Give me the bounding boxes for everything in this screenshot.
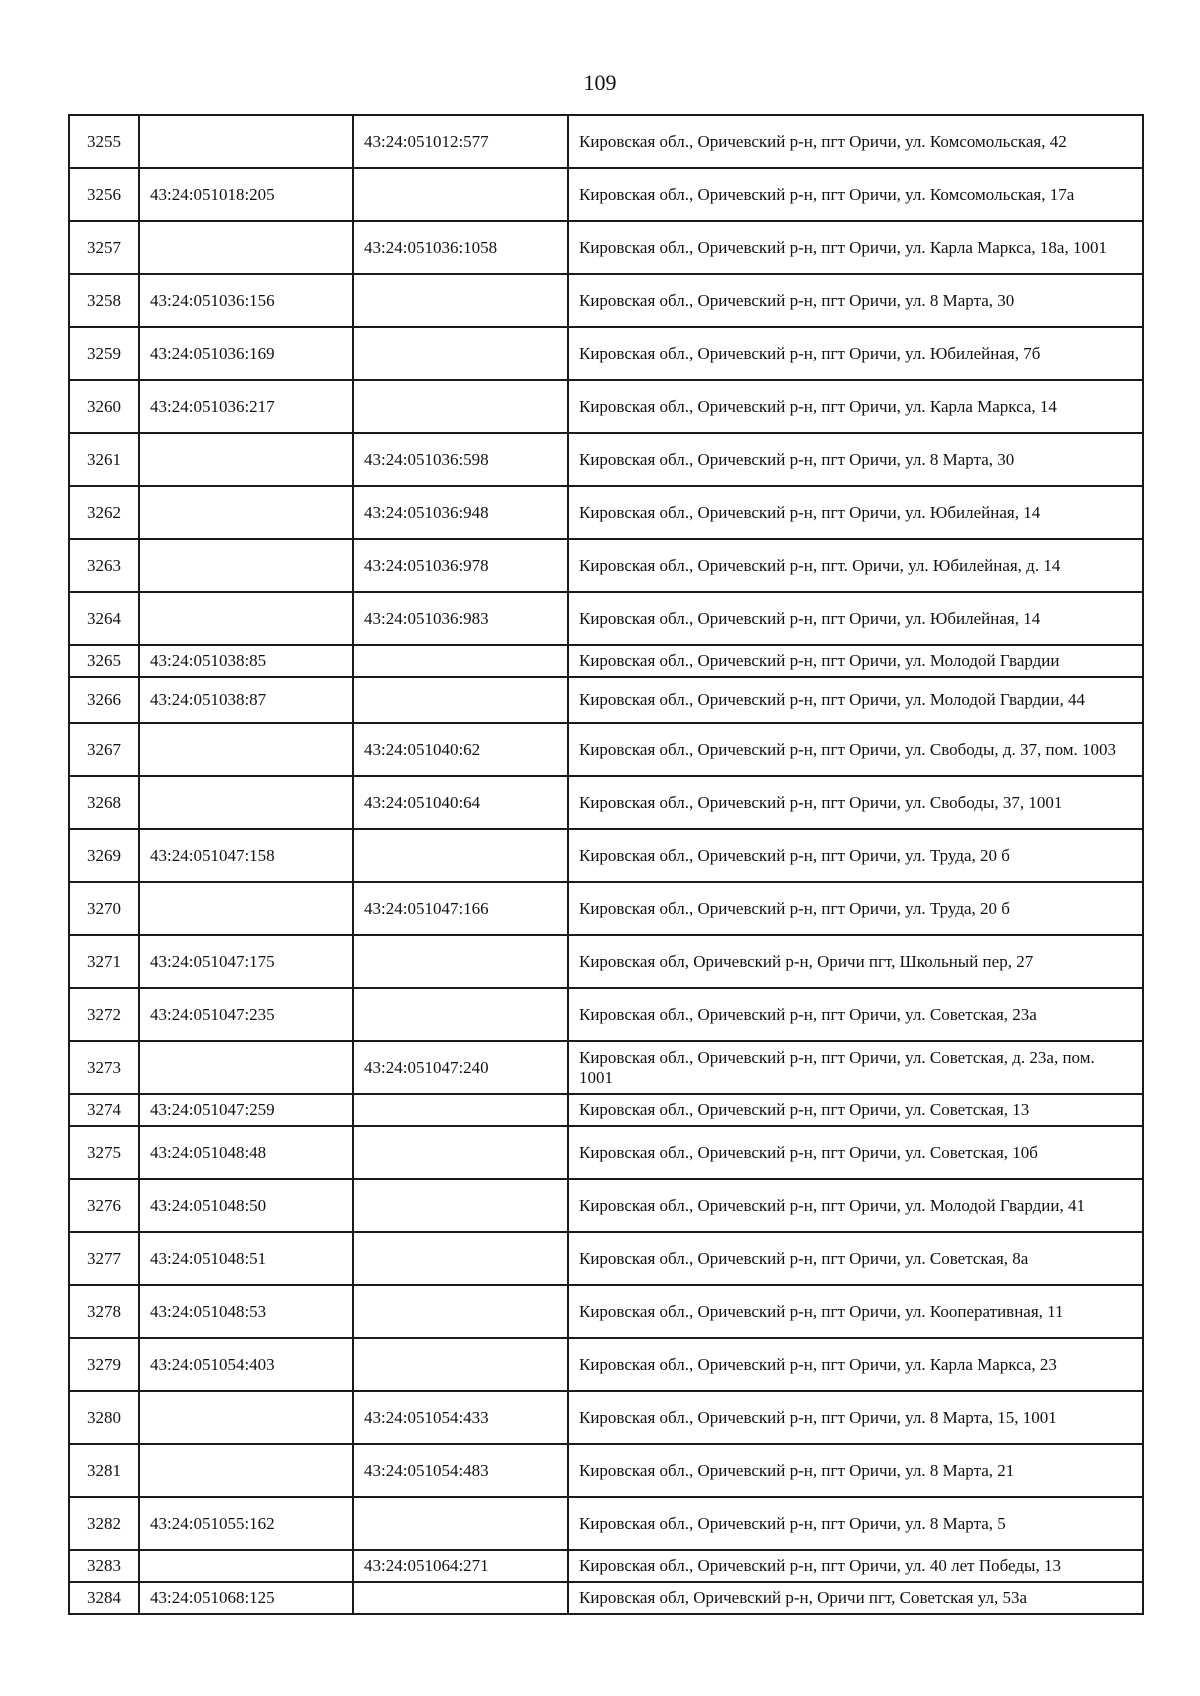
address-cell: Кировская обл., Оричевский р-н, пгт Оричи, ул. Советская, 8а bbox=[568, 1232, 1143, 1285]
object-cadastral-number-cell: 43:24:051064:271 bbox=[353, 1550, 568, 1582]
row-number-cell: 3279 bbox=[69, 1338, 139, 1391]
table-row bbox=[69, 1444, 1143, 1497]
row-number-cell: 3262 bbox=[69, 486, 139, 539]
table-row bbox=[69, 1126, 1143, 1179]
address-cell: Кировская обл., Оричевский р-н, пгт Оричи, ул. Свободы, д. 37, пом. 1003 bbox=[568, 723, 1143, 776]
land-cadastral-number-cell bbox=[139, 221, 353, 274]
address-cell: Кировская обл., Оричевский р-н, пгт Оричи, ул. Юбилейная, 14 bbox=[568, 592, 1143, 645]
land-cadastral-number-cell bbox=[139, 539, 353, 592]
address-cell: Кировская обл., Оричевский р-н, пгт Оричи, ул. Карла Маркса, 23 bbox=[568, 1338, 1143, 1391]
table-row bbox=[69, 1338, 1143, 1391]
object-cadastral-number-cell bbox=[353, 1497, 568, 1550]
address-cell: Кировская обл., Оричевский р-н, пгт Оричи, ул. Молодой Гвардии, 44 bbox=[568, 677, 1143, 723]
land-cadastral-number-cell bbox=[139, 882, 353, 935]
address-cell: Кировская обл., Оричевский р-н, пгт Оричи, ул. 8 Марта, 5 bbox=[568, 1497, 1143, 1550]
object-cadastral-number-cell bbox=[353, 168, 568, 221]
table-row bbox=[69, 327, 1143, 380]
table-row bbox=[69, 1582, 1143, 1614]
object-cadastral-number-cell bbox=[353, 1232, 568, 1285]
row-number-cell: 3283 bbox=[69, 1550, 139, 1582]
address-cell: Кировская обл., Оричевский р-н, пгт Оричи, ул. 8 Марта, 30 bbox=[568, 433, 1143, 486]
land-cadastral-number-cell: 43:24:051018:205 bbox=[139, 168, 353, 221]
address-cell: Кировская обл., Оричевский р-н, пгт Оричи, ул. Карла Маркса, 14 bbox=[568, 380, 1143, 433]
table-row bbox=[69, 829, 1143, 882]
address-cell: Кировская обл., Оричевский р-н, пгт Оричи, ул. Советская, 10б bbox=[568, 1126, 1143, 1179]
object-cadastral-number-cell bbox=[353, 1094, 568, 1126]
table-row bbox=[69, 274, 1143, 327]
land-cadastral-number-cell: 43:24:051047:259 bbox=[139, 1094, 353, 1126]
land-cadastral-number-cell: 43:24:051036:217 bbox=[139, 380, 353, 433]
table-row bbox=[69, 221, 1143, 274]
land-cadastral-number-cell bbox=[139, 433, 353, 486]
object-cadastral-number-cell bbox=[353, 274, 568, 327]
address-cell: Кировская обл., Оричевский р-н, пгт Оричи, ул. 8 Марта, 30 bbox=[568, 274, 1143, 327]
object-cadastral-number-cell: 43:24:051054:433 bbox=[353, 1391, 568, 1444]
object-cadastral-number-cell bbox=[353, 380, 568, 433]
object-cadastral-number-cell: 43:24:051036:598 bbox=[353, 433, 568, 486]
object-cadastral-number-cell bbox=[353, 1338, 568, 1391]
land-cadastral-number-cell: 43:24:051048:50 bbox=[139, 1179, 353, 1232]
address-cell: Кировская обл, Оричевский р-н, Оричи пгт, Школьный пер, 27 bbox=[568, 935, 1143, 988]
land-cadastral-number-cell: 43:24:051038:87 bbox=[139, 677, 353, 723]
land-cadastral-number-cell: 43:24:051054:403 bbox=[139, 1338, 353, 1391]
object-cadastral-number-cell: 43:24:051036:983 bbox=[353, 592, 568, 645]
land-cadastral-number-cell bbox=[139, 115, 353, 168]
object-cadastral-number-cell bbox=[353, 829, 568, 882]
row-number-cell: 3268 bbox=[69, 776, 139, 829]
land-cadastral-number-cell: 43:24:051048:51 bbox=[139, 1232, 353, 1285]
object-cadastral-number-cell bbox=[353, 327, 568, 380]
land-cadastral-number-cell bbox=[139, 1041, 353, 1094]
address-cell: Кировская обл., Оричевский р-н, пгт Оричи, ул. 8 Марта, 15, 1001 bbox=[568, 1391, 1143, 1444]
object-cadastral-number-cell: 43:24:051036:1058 bbox=[353, 221, 568, 274]
row-number-cell: 3272 bbox=[69, 988, 139, 1041]
row-number-cell: 3265 bbox=[69, 645, 139, 677]
land-cadastral-number-cell: 43:24:051047:175 bbox=[139, 935, 353, 988]
table-row bbox=[69, 1391, 1143, 1444]
address-cell: Кировская обл., Оричевский р-н, пгт Оричи, ул. Молодой Гвардии, 41 bbox=[568, 1179, 1143, 1232]
table-row bbox=[69, 776, 1143, 829]
object-cadastral-number-cell bbox=[353, 1126, 568, 1179]
object-cadastral-number-cell bbox=[353, 935, 568, 988]
object-cadastral-number-cell: 43:24:051012:577 bbox=[353, 115, 568, 168]
address-cell: Кировская обл., Оричевский р-н, пгт Оричи, ул. Карла Маркса, 18а, 1001 bbox=[568, 221, 1143, 274]
land-cadastral-number-cell bbox=[139, 1444, 353, 1497]
table-row bbox=[69, 1550, 1143, 1582]
table-row bbox=[69, 1094, 1143, 1126]
table-row bbox=[69, 935, 1143, 988]
object-cadastral-number-cell bbox=[353, 645, 568, 677]
address-cell: Кировская обл, Оричевский р-н, Оричи пгт, Советская ул, 53а bbox=[568, 1582, 1143, 1614]
table-row bbox=[69, 1041, 1143, 1094]
row-number-cell: 3266 bbox=[69, 677, 139, 723]
row-number-cell: 3261 bbox=[69, 433, 139, 486]
row-number-cell: 3276 bbox=[69, 1179, 139, 1232]
object-cadastral-number-cell: 43:24:051047:166 bbox=[353, 882, 568, 935]
land-cadastral-number-cell: 43:24:051048:53 bbox=[139, 1285, 353, 1338]
page-number: 109 bbox=[583, 70, 617, 95]
object-cadastral-number-cell: 43:24:051047:240 bbox=[353, 1041, 568, 1094]
address-cell: Кировская обл., Оричевский р-н, пгт Оричи, ул. Юбилейная, 14 bbox=[568, 486, 1143, 539]
address-cell: Кировская обл., Оричевский р-н, пгт Оричи, ул. Свободы, 37, 1001 bbox=[568, 776, 1143, 829]
object-cadastral-number-cell bbox=[353, 1285, 568, 1338]
row-number-cell: 3271 bbox=[69, 935, 139, 988]
registry-table-body bbox=[69, 115, 1143, 1614]
table-row bbox=[69, 1179, 1143, 1232]
registry-table bbox=[68, 114, 1144, 1615]
address-cell: Кировская обл., Оричевский р-н, пгт. Оричи, ул. Юбилейная, д. 14 bbox=[568, 539, 1143, 592]
table-row bbox=[69, 645, 1143, 677]
table-row bbox=[69, 592, 1143, 645]
row-number-cell: 3273 bbox=[69, 1041, 139, 1094]
row-number-cell: 3277 bbox=[69, 1232, 139, 1285]
row-number-cell: 3257 bbox=[69, 221, 139, 274]
table-row bbox=[69, 115, 1143, 168]
land-cadastral-number-cell bbox=[139, 1391, 353, 1444]
table-row bbox=[69, 168, 1143, 221]
row-number-cell: 3264 bbox=[69, 592, 139, 645]
table-row bbox=[69, 486, 1143, 539]
object-cadastral-number-cell: 43:24:051040:62 bbox=[353, 723, 568, 776]
address-cell: Кировская обл., Оричевский р-н, пгт Оричи, ул. Советская, д. 23а, пом. 1001 bbox=[568, 1041, 1143, 1094]
object-cadastral-number-cell bbox=[353, 1179, 568, 1232]
table-row bbox=[69, 1232, 1143, 1285]
object-cadastral-number-cell: 43:24:051040:64 bbox=[353, 776, 568, 829]
address-cell: Кировская обл., Оричевский р-н, пгт Оричи, ул. Молодой Гвардии bbox=[568, 645, 1143, 677]
row-number-cell: 3267 bbox=[69, 723, 139, 776]
address-cell: Кировская обл., Оричевский р-н, пгт Оричи, ул. Советская, 23а bbox=[568, 988, 1143, 1041]
land-cadastral-number-cell: 43:24:051048:48 bbox=[139, 1126, 353, 1179]
land-cadastral-number-cell bbox=[139, 592, 353, 645]
address-cell: Кировская обл., Оричевский р-н, пгт Оричи, ул. 8 Марта, 21 bbox=[568, 1444, 1143, 1497]
land-cadastral-number-cell: 43:24:051047:158 bbox=[139, 829, 353, 882]
land-cadastral-number-cell: 43:24:051036:156 bbox=[139, 274, 353, 327]
table-row bbox=[69, 677, 1143, 723]
row-number-cell: 3274 bbox=[69, 1094, 139, 1126]
row-number-cell: 3255 bbox=[69, 115, 139, 168]
object-cadastral-number-cell bbox=[353, 988, 568, 1041]
row-number-cell: 3281 bbox=[69, 1444, 139, 1497]
object-cadastral-number-cell: 43:24:051036:948 bbox=[353, 486, 568, 539]
land-cadastral-number-cell: 43:24:051055:162 bbox=[139, 1497, 353, 1550]
table-row bbox=[69, 723, 1143, 776]
address-cell: Кировская обл., Оричевский р-н, пгт Оричи, ул. Юбилейная, 7б bbox=[568, 327, 1143, 380]
address-cell: Кировская обл., Оричевский р-н, пгт Оричи, ул. Труда, 20 б bbox=[568, 829, 1143, 882]
row-number-cell: 3256 bbox=[69, 168, 139, 221]
row-number-cell: 3284 bbox=[69, 1582, 139, 1614]
row-number-cell: 3260 bbox=[69, 380, 139, 433]
land-cadastral-number-cell bbox=[139, 486, 353, 539]
row-number-cell: 3259 bbox=[69, 327, 139, 380]
land-cadastral-number-cell bbox=[139, 1550, 353, 1582]
address-cell: Кировская обл., Оричевский р-н, пгт Оричи, ул. Комсомольская, 17а bbox=[568, 168, 1143, 221]
land-cadastral-number-cell: 43:24:051047:235 bbox=[139, 988, 353, 1041]
table-row bbox=[69, 882, 1143, 935]
object-cadastral-number-cell bbox=[353, 1582, 568, 1614]
address-cell: Кировская обл., Оричевский р-н, пгт Оричи, ул. Советская, 13 bbox=[568, 1094, 1143, 1126]
row-number-cell: 3263 bbox=[69, 539, 139, 592]
object-cadastral-number-cell: 43:24:051054:483 bbox=[353, 1444, 568, 1497]
land-cadastral-number-cell: 43:24:051038:85 bbox=[139, 645, 353, 677]
table-row bbox=[69, 539, 1143, 592]
address-cell: Кировская обл., Оричевский р-н, пгт Оричи, ул. Комсомольская, 42 bbox=[568, 115, 1143, 168]
address-cell: Кировская обл., Оричевский р-н, пгт Оричи, ул. Кооперативная, 11 bbox=[568, 1285, 1143, 1338]
table-row bbox=[69, 433, 1143, 486]
row-number-cell: 3278 bbox=[69, 1285, 139, 1338]
row-number-cell: 3258 bbox=[69, 274, 139, 327]
row-number-cell: 3269 bbox=[69, 829, 139, 882]
object-cadastral-number-cell: 43:24:051036:978 bbox=[353, 539, 568, 592]
object-cadastral-number-cell bbox=[353, 677, 568, 723]
address-cell: Кировская обл., Оричевский р-н, пгт Оричи, ул. Труда, 20 б bbox=[568, 882, 1143, 935]
table-row bbox=[69, 380, 1143, 433]
land-cadastral-number-cell bbox=[139, 723, 353, 776]
land-cadastral-number-cell: 43:24:051068:125 bbox=[139, 1582, 353, 1614]
land-cadastral-number-cell: 43:24:051036:169 bbox=[139, 327, 353, 380]
table-row bbox=[69, 1285, 1143, 1338]
row-number-cell: 3275 bbox=[69, 1126, 139, 1179]
address-cell: Кировская обл., Оричевский р-н, пгт Оричи, ул. 40 лет Победы, 13 bbox=[568, 1550, 1143, 1582]
row-number-cell: 3280 bbox=[69, 1391, 139, 1444]
row-number-cell: 3270 bbox=[69, 882, 139, 935]
table-row bbox=[69, 988, 1143, 1041]
table-row bbox=[69, 1497, 1143, 1550]
row-number-cell: 3282 bbox=[69, 1497, 139, 1550]
land-cadastral-number-cell bbox=[139, 776, 353, 829]
